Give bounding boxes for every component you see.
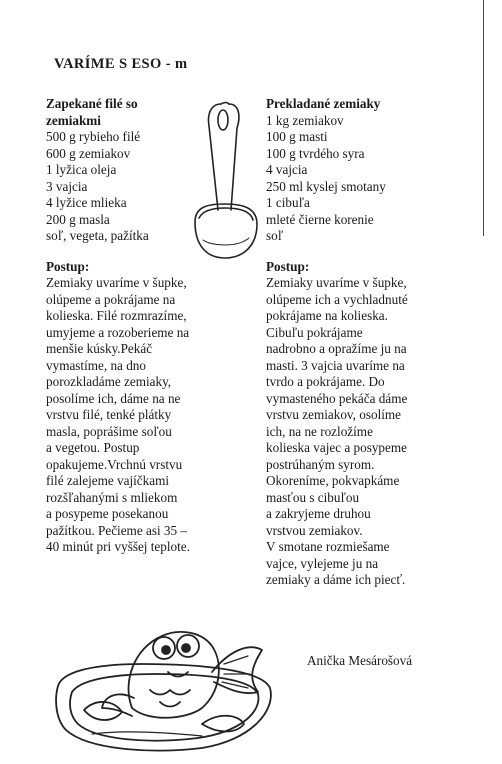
method-line: opakujeme.Vrchnú vrstvu	[46, 456, 183, 472]
ingredient-item: 250 ml kyslej smotany	[266, 178, 386, 194]
method-line: 40 minút pri vyššej teplote.	[46, 539, 190, 554]
method-line: V smotane rozmiešame	[266, 539, 390, 554]
recipe-right	[266, 96, 441, 589]
method-line: vajce, vylejeme ju na	[266, 555, 379, 571]
ingredient-item: soľ	[266, 228, 284, 243]
ingredient-item: 100 g tvrdého syra	[266, 145, 365, 161]
method-line: kolieska vajec a posypeme	[266, 440, 407, 455]
method-line: a vegetou. Postup	[46, 440, 140, 455]
recipe-right-ingredients	[266, 113, 441, 245]
method-line: a posypeme posekanou	[46, 506, 169, 521]
recipe-right-method-label: Postup:	[266, 258, 310, 274]
method-line: a zakryjeme druhou	[266, 506, 371, 521]
recipe-right-title: Prekladané zemiaky	[266, 96, 381, 111]
method-line: ich, na ne rozložíme	[266, 423, 373, 439]
method-line: pažítkou. Pečieme asi 35 –	[46, 522, 187, 538]
method-line: tvrdo a pokrájame. Do	[266, 374, 385, 389]
ingredient-item: 1 kg zemiakov	[266, 112, 344, 128]
method-line: Cibuľu pokrájame	[266, 324, 363, 340]
recipe-left-method	[46, 275, 246, 556]
method-line: Okoreníme, pokvapkáme	[266, 473, 400, 488]
ingredient-item: mleté čierne korenie	[266, 211, 374, 227]
ingredient-item: 500 g rybieho filé	[46, 129, 141, 144]
ingredient-item: 3 vajcia	[46, 178, 88, 194]
method-line: masti. 3 vajcia uvaríme na	[266, 357, 405, 373]
method-line: rozšľahanými s mliekom	[46, 489, 178, 505]
method-line: vrstvou zemiakov.	[266, 522, 363, 538]
method-line: postrúhaným syrom.	[266, 456, 375, 472]
recipe-right-method	[266, 275, 441, 589]
ingredient-item: 200 g masla	[46, 211, 110, 227]
method-line: nadrobno a opražíme ju na	[266, 341, 407, 356]
method-line: olúpeme ich a vychladnuté	[266, 291, 408, 307]
method-line: Zemiaky uvaríme v šupke,	[266, 275, 407, 290]
method-line: porozkladáme zemiaky,	[46, 374, 172, 389]
author-signature: Anička Mesárošová	[307, 653, 413, 668]
method-line: pokrájame na kolieska.	[266, 308, 388, 323]
fish-in-pan-icon	[52, 612, 282, 762]
method-line: posolíme ich, dáme na ne	[46, 390, 181, 406]
recipe-left-title-line: zemiakmi	[46, 112, 101, 128]
method-line: filé zalejeme vajíčkami	[46, 473, 170, 488]
method-line: menšie kúsky.Pekáč	[46, 341, 153, 356]
method-line: vymasteného pekáča dáme	[266, 390, 408, 406]
recipe-left-method-label: Postup:	[46, 258, 90, 274]
method-line: vrstvu zemiakov, osolíme	[266, 407, 402, 422]
page-title: VARÍME S ESO - m	[54, 56, 188, 72]
method-line: vymastíme, na dno	[46, 357, 146, 373]
page-edge-line	[483, 0, 484, 236]
method-line: olúpeme a pokrájame na	[46, 291, 176, 307]
method-line: kolieska. Filé rozmrazíme,	[46, 308, 187, 323]
ingredient-item: 1 lyžica oleja	[46, 162, 117, 177]
ingredient-item: soľ, vegeta, pažítka	[46, 228, 149, 243]
ingredient-item: 100 g masti	[266, 129, 328, 144]
method-line: masťou s cibuľou	[266, 489, 360, 505]
method-line: umyjeme a rozoberieme na	[46, 324, 190, 340]
method-line: zemiaky a dáme ich piecť.	[266, 572, 406, 587]
ingredient-item: 4 lyžice mlieka	[46, 195, 127, 210]
ingredient-item: 4 vajcia	[266, 162, 308, 177]
ingredient-item: 600 g zemiakov	[46, 145, 131, 161]
method-line: vrstvu filé, tenké plátky	[46, 407, 172, 422]
ingredient-item: 1 cibuľa	[266, 195, 310, 210]
recipe-left-title-line: Zapekané filé so	[46, 96, 138, 111]
method-line: Zemiaky uvaríme v šupke,	[46, 275, 187, 290]
method-line: masla, poprášime soľou	[46, 423, 172, 439]
ladle-icon	[185, 100, 265, 260]
